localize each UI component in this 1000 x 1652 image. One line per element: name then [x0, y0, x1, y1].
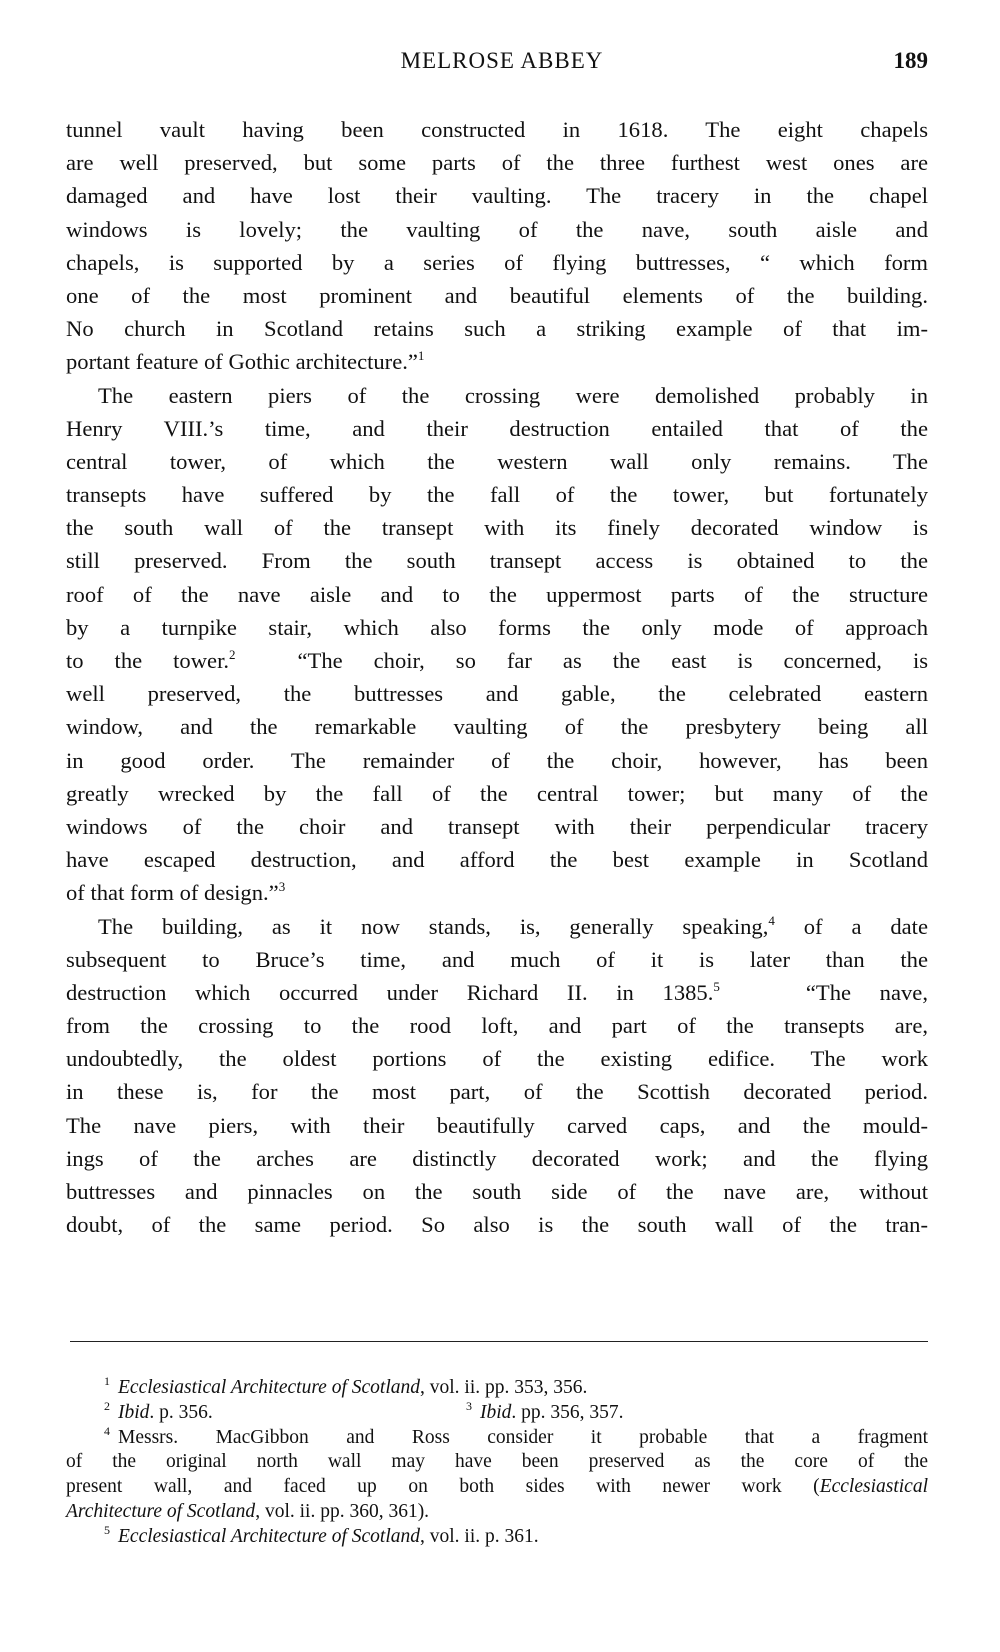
- text-line: The eastern piers of the crossing were demolished probably in: [98, 382, 928, 408]
- text-line: tunnel vault having been constructed in 1618. The eight chapels: [66, 117, 928, 142]
- body-text: [66, 113, 928, 1241]
- footnote-marker: 3: [466, 1398, 472, 1413]
- text-line: [66, 876, 928, 909]
- text-line: still preserved. From the south transept access is obtained to the: [66, 548, 928, 574]
- footnote-text: , vol. ii. pp. 353, 356.: [420, 1377, 588, 1398]
- footnote-ref-3[interactable]: 3: [278, 879, 286, 895]
- text-line: [66, 644, 928, 677]
- footnote-4-line-1: [66, 1423, 928, 1451]
- text-line: window, and the remarkable vaulting of the presbytery being all: [66, 714, 928, 740]
- page-number: 189: [893, 48, 928, 73]
- text-line: buttresses and pinnacles on the south side of the nave are, without: [66, 1179, 928, 1204]
- text-line: are well preserved, but some parts of the three furthest west ones are: [66, 150, 928, 176]
- text-line: windows is lovely; the vaulting of the nave, south aisle and: [66, 216, 928, 242]
- footnote-text: present wall, and faced up on both sides with newer work (: [66, 1476, 820, 1498]
- footnote-5: [66, 1522, 928, 1550]
- text-fragment: The building, as it now stands, is, generally speaking,: [98, 913, 769, 939]
- footnote-4-line-3: [66, 1475, 928, 1500]
- footnote-3: [466, 1398, 624, 1426]
- text-line: ings of the arches are distinctly decorated work; and the flying: [66, 1145, 928, 1171]
- paragraph: [66, 379, 928, 910]
- text-line: one of the most prominent and beautiful elements of the building.: [66, 282, 928, 308]
- footnote-marker: 4: [104, 1423, 110, 1438]
- footnote-text: . pp. 356, 357.: [511, 1401, 624, 1423]
- footnote-ref-2[interactable]: 2: [229, 647, 236, 662]
- footnote-text: Messrs. MacGibbon and Ross consider it probable that a fragment: [118, 1426, 928, 1448]
- text-line: chapels, is supported by a series of flying buttresses, “ which form: [66, 249, 928, 275]
- footnote-title: Architecture of Scotland: [66, 1500, 256, 1522]
- text-line: central tower, of which the western wall only remains. The: [66, 448, 928, 474]
- footnote-title: Ibid: [118, 1401, 150, 1423]
- text-fragment: to the tower.: [66, 648, 229, 673]
- text-line: [66, 976, 928, 1009]
- footnote-4-line-2: of the original north wall may have been preserved as the core of the: [66, 1451, 928, 1473]
- text-line: transepts have suffered by the fall of the tower, but fortunately: [66, 482, 928, 508]
- text-line: by a turnpike stair, which also forms the only mode of approach: [66, 614, 928, 640]
- text-line: doubt, of the same period. So also is the south wall of the tran-: [66, 1212, 928, 1238]
- text-line: [66, 910, 928, 943]
- footnotes: [66, 1376, 928, 1550]
- footnote-ref-4[interactable]: 4: [768, 912, 775, 928]
- paragraph: [66, 113, 928, 379]
- footnote-ref-1[interactable]: 1: [417, 348, 425, 364]
- text-line: No church in Scotland retains such a striking example of that im-: [66, 316, 928, 342]
- text-line: subsequent to Bruce’s time, and much of it is later than the: [66, 946, 928, 972]
- running-head: [66, 46, 928, 76]
- footnote-marker: 1: [104, 1374, 110, 1388]
- text-line: roof of the nave aisle and to the uppermost parts of the structure: [66, 581, 928, 607]
- footnote-ref-5[interactable]: 5: [713, 978, 720, 994]
- text-line: have escaped destruction, and afford the best example in Scotland: [66, 847, 928, 873]
- footnote-separator-rule: [70, 1341, 928, 1342]
- text-line: windows of the choir and transept with their perpendicular tracery: [66, 813, 928, 839]
- footnote-2: [104, 1398, 213, 1423]
- footnote-text: . p. 356.: [149, 1401, 213, 1423]
- text-line: the south wall of the transept with its finely decorated window is: [66, 515, 928, 541]
- paragraph: [66, 910, 928, 1242]
- text-line: well preserved, the buttresses and gable, the celebrated eastern: [66, 681, 928, 707]
- text-fragment: of that form of design.”: [66, 880, 279, 906]
- text-line: The nave piers, with their beautifully carved caps, and the mould-: [66, 1112, 928, 1138]
- text-fragment: “The nave,: [805, 979, 928, 1005]
- footnote-text: , vol. ii. pp. 360, 361).: [255, 1500, 430, 1522]
- text-line: greatly wrecked by the fall of the central tower; but many of the: [66, 780, 928, 806]
- footnote-title: Ibid: [480, 1401, 512, 1423]
- text-line: [66, 345, 928, 378]
- footnote-title: Ecclesiastical Architecture of Scotland: [118, 1377, 420, 1398]
- text-fragment: portant feature of Gothic architecture.”: [66, 349, 418, 375]
- text-fragment: destruction which occurred under Richard II. in 1385.: [66, 979, 714, 1005]
- footnote-1: [66, 1376, 928, 1401]
- footnote-row-2-3: [66, 1398, 928, 1426]
- footnote-marker: 5: [104, 1522, 110, 1537]
- footnote-text: , vol. ii. p. 361.: [420, 1525, 539, 1547]
- running-title: MELROSE ABBEY: [400, 48, 604, 73]
- text-line: in these is, for the most part, of the Scottish decorated period.: [66, 1079, 928, 1105]
- footnote-title: Ecclesiastical Architecture of Scotland: [118, 1525, 420, 1547]
- text-line: in good order. The remainder of the choir, however, has been: [66, 747, 928, 773]
- footnote-marker: 2: [104, 1398, 110, 1413]
- footnote-title: Ecclesiastical: [819, 1476, 928, 1498]
- text-fragment: “The choir, so far as the east is concerned, is: [297, 648, 929, 673]
- text-line: from the crossing to the rood loft, and part of the transepts are,: [66, 1013, 928, 1039]
- text-line: undoubtedly, the oldest portions of the existing edifice. The work: [66, 1046, 928, 1072]
- text-line: damaged and have lost their vaulting. The tracery in the chapel: [66, 183, 928, 209]
- text-line: Henry VIII.’s time, and their destruction entailed that of the: [66, 415, 928, 441]
- text-fragment: of a date: [803, 913, 928, 939]
- footnote-4-line-4: [66, 1500, 928, 1525]
